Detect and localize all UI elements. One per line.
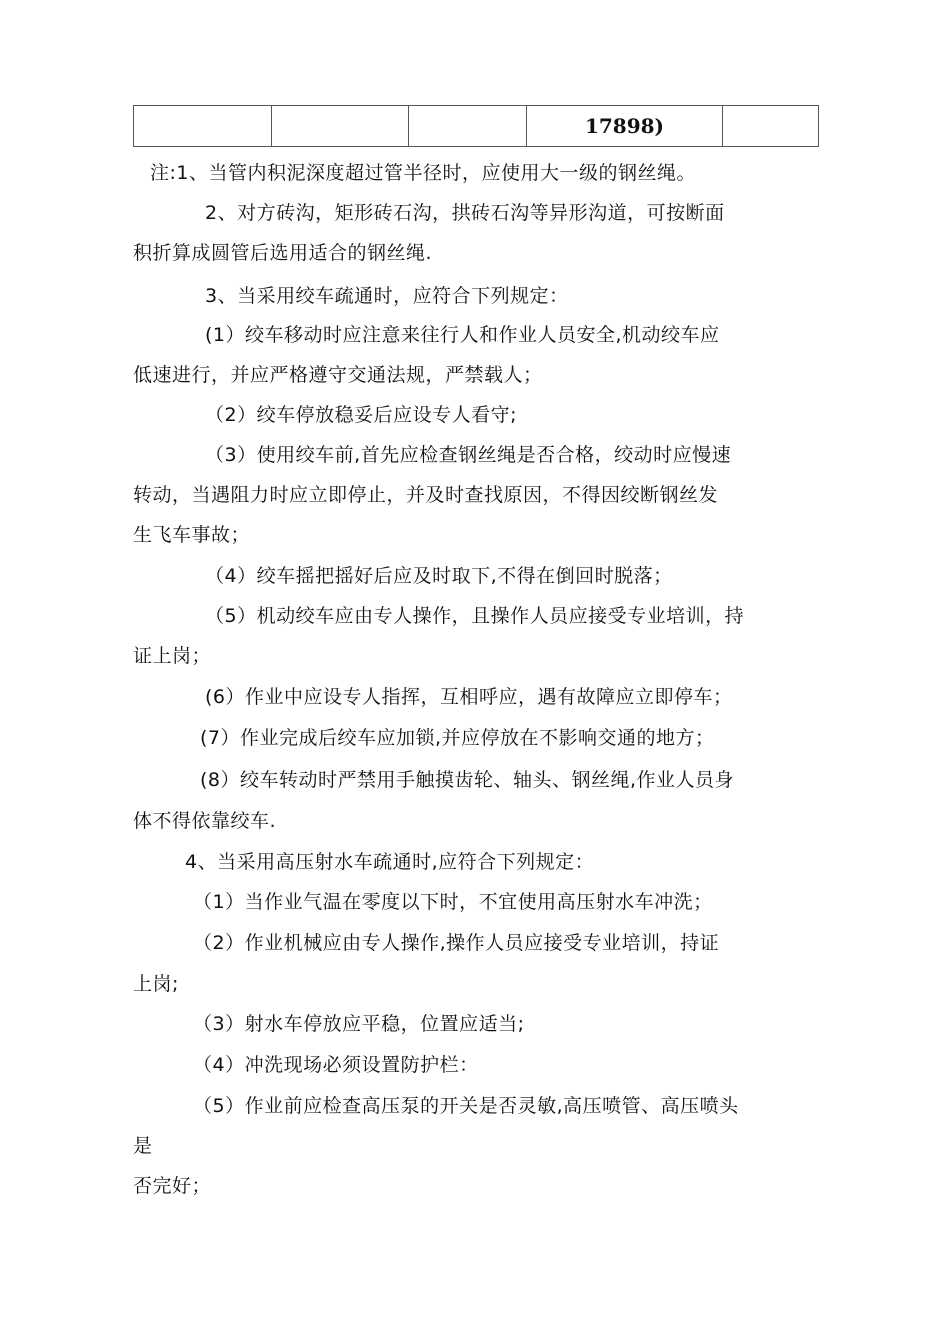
note-3-item-3-line-2: 转动，当遇阻力时应立即停止，并及时查找原因，不得因绞断钢丝发 [133, 484, 719, 506]
table-cell: 17898) [527, 106, 723, 147]
table-cell [134, 106, 272, 147]
note-4-item-2-line-1: （2）作业机械应由专人操作,操作人员应接受专业培训，持证 [193, 932, 720, 954]
note-3-item-8-line-2: 体不得依靠绞车. [133, 810, 277, 832]
note-3-item-3-line-1: （3）使用绞车前,首先应检查钢丝绳是否合格，绞动时应慢速 [205, 444, 732, 466]
note-3-item-1-line-1: (1）绞车移动时应注意来往行人和作业人员安全,机动绞车应 [205, 324, 720, 346]
table-cell [723, 106, 819, 147]
note-4-item-5-line-1: （5）作业前应检查高压泵的开关是否灵敏,高压喷管、高压喷头 [193, 1095, 739, 1117]
note-4-heading: 4、当采用高压射水车疏通时,应符合下列规定： [185, 851, 595, 873]
note-4-item-2-line-2: 上岗; [133, 973, 179, 995]
note-2-line-2: 积折算成圆管后选用适合的钢丝绳. [133, 242, 433, 264]
note-3-heading: 3、当采用绞车疏通时，应符合下列规定： [205, 285, 569, 307]
note-3-item-6: (6）作业中应设专人指挥，互相呼应，遇有故障应立即停车； [205, 686, 733, 708]
table-cell [409, 106, 527, 147]
note-4-item-3: （3）射水车停放应平稳，位置应适当; [193, 1013, 525, 1035]
note-3-item-5-line-2: 证上岗； [133, 645, 212, 667]
table-cell [272, 106, 409, 147]
note-3-item-2: （2）绞车停放稳妥后应设专人看守; [205, 404, 517, 426]
note-4-item-1: （1）当作业气温在零度以下时，不宜使用高压射水车冲洗； [193, 891, 713, 913]
spec-table-fragment [133, 105, 819, 147]
note-3-item-4: （4）绞车摇把摇好后应及时取下,不得在倒回时脱落； [205, 565, 673, 587]
note-3-item-1-line-2: 低速进行，并应严格遵守交通法规，严禁载人； [133, 364, 543, 386]
note-3-item-7: (7）作业完成后绞车应加锁,并应停放在不影响交通的地方； [200, 727, 715, 749]
note-1: 注:1、当管内积泥深度超过管半径时，应使用大一级的钢丝绳。 [150, 162, 696, 184]
note-2-line-1: 2、对方砖沟，矩形砖石沟，拱砖石沟等异形沟道，可按断面 [205, 202, 725, 224]
note-4-item-5-line-3: 否完好； [133, 1175, 212, 1197]
note-4-item-4: （4）冲洗现场必须设置防护栏： [193, 1054, 479, 1076]
note-4-item-5-line-2: 是 [133, 1135, 153, 1157]
note-3-item-5-line-1: （5）机动绞车应由专人操作，且操作人员应接受专业培训，持 [205, 605, 745, 627]
note-3-item-3-line-3: 生飞车事故； [133, 524, 251, 546]
note-3-item-8-line-1: (8）绞车转动时严禁用手触摸齿轮、轴头、钢丝绳,作业人员身 [200, 769, 735, 791]
table-row [134, 106, 819, 147]
